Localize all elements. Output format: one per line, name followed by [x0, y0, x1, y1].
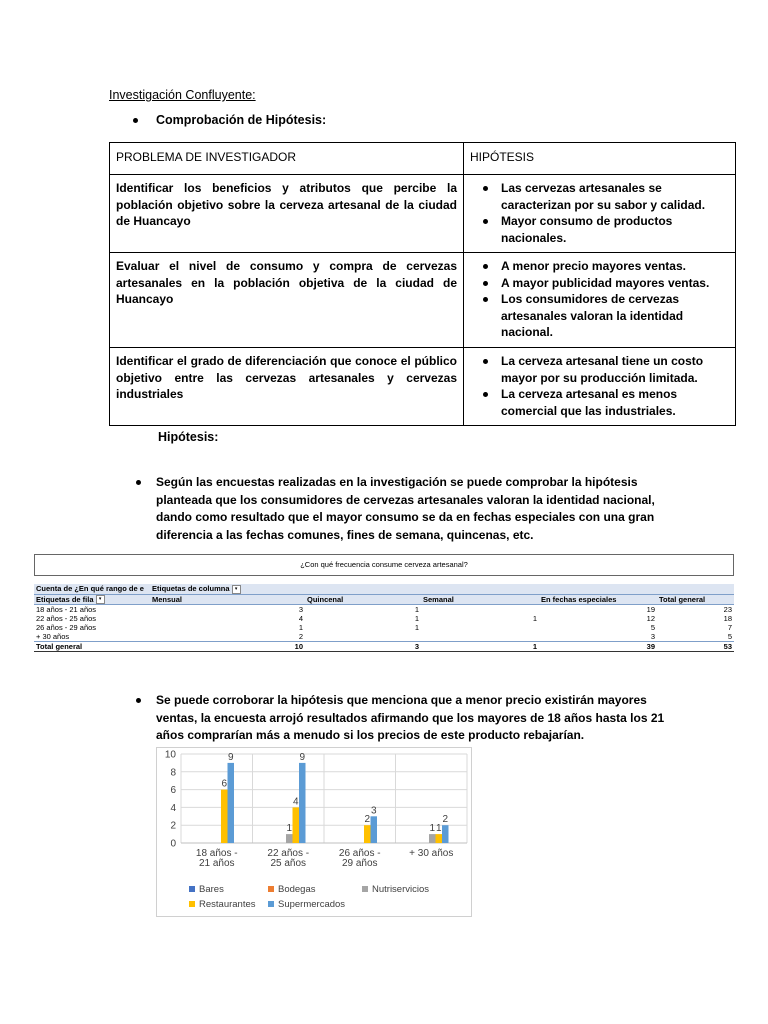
pivot-cell: 1 [414, 605, 419, 615]
bullet-icon [136, 698, 141, 703]
bar [442, 825, 449, 843]
pivot-col-label: Etiquetas de columna [152, 584, 230, 593]
pivot-cell: 7 [727, 623, 732, 633]
hypothesis-item: La cerveza artesanal tiene un costo mayor por su producción limitada. [470, 353, 729, 386]
pivot-table-image [34, 554, 734, 654]
bar [429, 834, 436, 843]
paragraph-2 [156, 692, 681, 745]
hypothesis-item: La cerveza artesanal es menos comercial que las industriales. [470, 386, 729, 419]
pivot-col-header: Semanal [421, 594, 539, 605]
pivot-cell: 18 [723, 614, 732, 624]
pivot-row [34, 632, 734, 642]
pivot-col-label-cell [150, 584, 305, 594]
pivot-cell: 5 [727, 632, 732, 642]
data-label: 1 [286, 823, 293, 835]
bar [293, 807, 300, 843]
section-heading-text: Comprobación de Hipótesis: [156, 113, 327, 127]
pivot-row-label: Etiquetas de fila [36, 594, 94, 604]
hypothesis-cell [464, 253, 736, 348]
paragraph-2-text: Se puede corroborar la hipótesis que menciona que a menor precio existirán mayores ventas, la encuesta arrojó resultados afirmando que los mayores de 18 años hasta los 21 años comprarían más a menudo si los precios de este producto rebajarían. [156, 693, 665, 742]
pivot-total-row [34, 642, 734, 652]
legend-label: Supermercados [278, 899, 346, 910]
pivot-col-header: En fechas especiales [539, 594, 657, 605]
table-header-problem: PROBLEMA DE INVESTIGADOR [110, 143, 464, 175]
hypothesis-cell [464, 348, 736, 426]
x-tick-label: 29 años [341, 858, 378, 869]
data-label: 3 [370, 805, 377, 817]
pivot-cell: 10 [150, 642, 305, 652]
bar [221, 790, 228, 843]
table-row [110, 253, 736, 348]
pivot-cell: 12 [646, 614, 655, 624]
pivot-corner: Cuenta de ¿En qué rango de e [34, 584, 150, 594]
section-heading [133, 113, 326, 127]
pivot-cell: 2 [298, 632, 303, 642]
data-label: 1 [429, 823, 436, 835]
paragraph-1-text: Según las encuestas realizadas en la investigación se puede comprobar la hipótesis planteada que los consumidores de cervezas artesanales valoran la identidad nacional, dando como resultado que el mayor consumo se da en fechas especiales con una gran diferencia a las fechas comunes, fines de semana, quincenas, etc. [156, 475, 655, 542]
data-label: 2 [364, 814, 371, 826]
hypothesis-table [109, 142, 736, 426]
pivot-row-label: 22 años - 25 años [36, 614, 97, 624]
bar [299, 763, 306, 843]
x-tick-label: + 30 años [409, 848, 454, 859]
pivot-row-label: Total general [34, 642, 150, 652]
bar-chart [156, 747, 472, 917]
pivot-cell: 1 [298, 623, 303, 633]
pivot-cell: 3 [298, 605, 303, 615]
problem-cell: Evaluar el nivel de consumo y compra de cervezas artesanales en la población objetiva de la ciudad de Huancayo [110, 253, 464, 348]
data-label: 1 [435, 823, 442, 835]
pivot-cell: 23 [723, 605, 732, 615]
pivot-title: ¿Con qué frecuencia consume cerveza artesanal? [300, 560, 468, 569]
bullet-icon [136, 480, 141, 485]
pivot-row-label: 18 años - 21 años [36, 605, 97, 615]
pivot-col-header: Total general [657, 594, 734, 605]
bar-chart-svg [157, 748, 471, 916]
x-tick-label: 25 años [270, 858, 307, 869]
data-label: 4 [292, 796, 299, 808]
x-tick-label: 21 años [198, 858, 235, 869]
y-tick-label: 0 [170, 838, 176, 850]
pivot-title-bar [34, 554, 734, 576]
pivot-cell [421, 605, 539, 615]
pivot-cell [421, 632, 539, 642]
y-tick-label: 4 [170, 802, 176, 814]
pivot-cell: 19 [646, 605, 655, 615]
pivot-row [34, 605, 734, 615]
pivot-cell: 1 [532, 614, 537, 624]
pivot-cell: 39 [539, 642, 657, 652]
hypothesis-item: Las cervezas artesanales se caracterizan por su sabor y calidad. [470, 180, 729, 213]
y-tick-label: 10 [164, 749, 176, 761]
hypothesis-item: A menor precio mayores ventas. [470, 258, 729, 275]
pivot-cell: 53 [657, 642, 734, 652]
pivot-row [34, 623, 734, 632]
legend-label: Restaurantes [199, 899, 256, 910]
legend-swatch [189, 901, 195, 907]
legend-swatch [268, 886, 274, 892]
hypothesis-cell [464, 175, 736, 253]
pivot-cell: 3 [650, 632, 655, 642]
bar [371, 816, 378, 843]
data-label: 6 [221, 778, 228, 790]
table-row [110, 175, 736, 253]
pivot-cell [305, 632, 421, 642]
pivot-row [34, 614, 734, 623]
legend-label: Nutriservicios [372, 884, 430, 895]
x-tick-label: 22 años - [267, 848, 310, 859]
pivot-col-header: Quincenal [305, 594, 421, 605]
table-row [110, 348, 736, 426]
legend-swatch [268, 901, 274, 907]
pivot-cell: 1 [414, 614, 419, 624]
pivot-row-label-cell [34, 594, 150, 605]
filter-icon[interactable]: ▾ [96, 595, 105, 604]
bar [228, 763, 235, 843]
pivot-cell: 4 [298, 614, 303, 624]
data-label: 2 [442, 814, 449, 826]
paragraph-1 [156, 474, 681, 544]
pivot-col-header: Mensual [150, 594, 305, 605]
bullet-icon [133, 118, 138, 123]
pivot-cell [421, 623, 539, 632]
pivot-cell: 1 [414, 623, 419, 633]
hypothesis-item: Mayor consumo de productos nacionales. [470, 213, 729, 246]
bar [364, 825, 371, 843]
legend-swatch [189, 886, 195, 892]
table-header-hypothesis: HIPÓTESIS [464, 143, 736, 175]
pivot-cell: 1 [421, 642, 539, 652]
pivot-row-label: + 30 años [36, 632, 70, 642]
problem-cell: Identificar el grado de diferenciación que conoce el público objetivo entre las cervezas artesanales y cervezas industriales [110, 348, 464, 426]
legend-label: Bodegas [278, 884, 316, 895]
table-header-row [110, 143, 736, 175]
data-label: 9 [227, 751, 234, 763]
legend-swatch [362, 886, 368, 892]
pivot-table [34, 584, 734, 652]
pivot-cell: 5 [650, 623, 655, 633]
y-tick-label: 8 [170, 767, 176, 779]
hypothesis-item: Los consumidores de cervezas artesanales valoran la identidad nacional. [470, 291, 729, 341]
filter-icon[interactable]: ▾ [232, 585, 241, 594]
hypothesis-label: Hipótesis: [158, 430, 219, 444]
bar [436, 834, 443, 843]
pivot-cell: 3 [305, 642, 421, 652]
y-tick-label: 6 [170, 785, 176, 797]
x-tick-label: 18 años - [195, 848, 238, 859]
bar [286, 834, 293, 843]
page-title: Investigación Confluyente: [109, 88, 256, 102]
pivot-row-label: 26 años - 29 años [36, 623, 97, 633]
data-label: 9 [299, 751, 306, 763]
problem-cell: Identificar los beneficios y atributos que percibe la población objetivo sobre la cerveza artesanal de la ciudad de Huancayo [110, 175, 464, 253]
y-tick-label: 2 [170, 820, 176, 832]
pivot-header-row [34, 594, 734, 605]
pivot-corner-row [34, 584, 734, 594]
legend-label: Bares [199, 884, 224, 895]
hypothesis-item: A mayor publicidad mayores ventas. [470, 275, 729, 292]
x-tick-label: 26 años - [338, 848, 381, 859]
